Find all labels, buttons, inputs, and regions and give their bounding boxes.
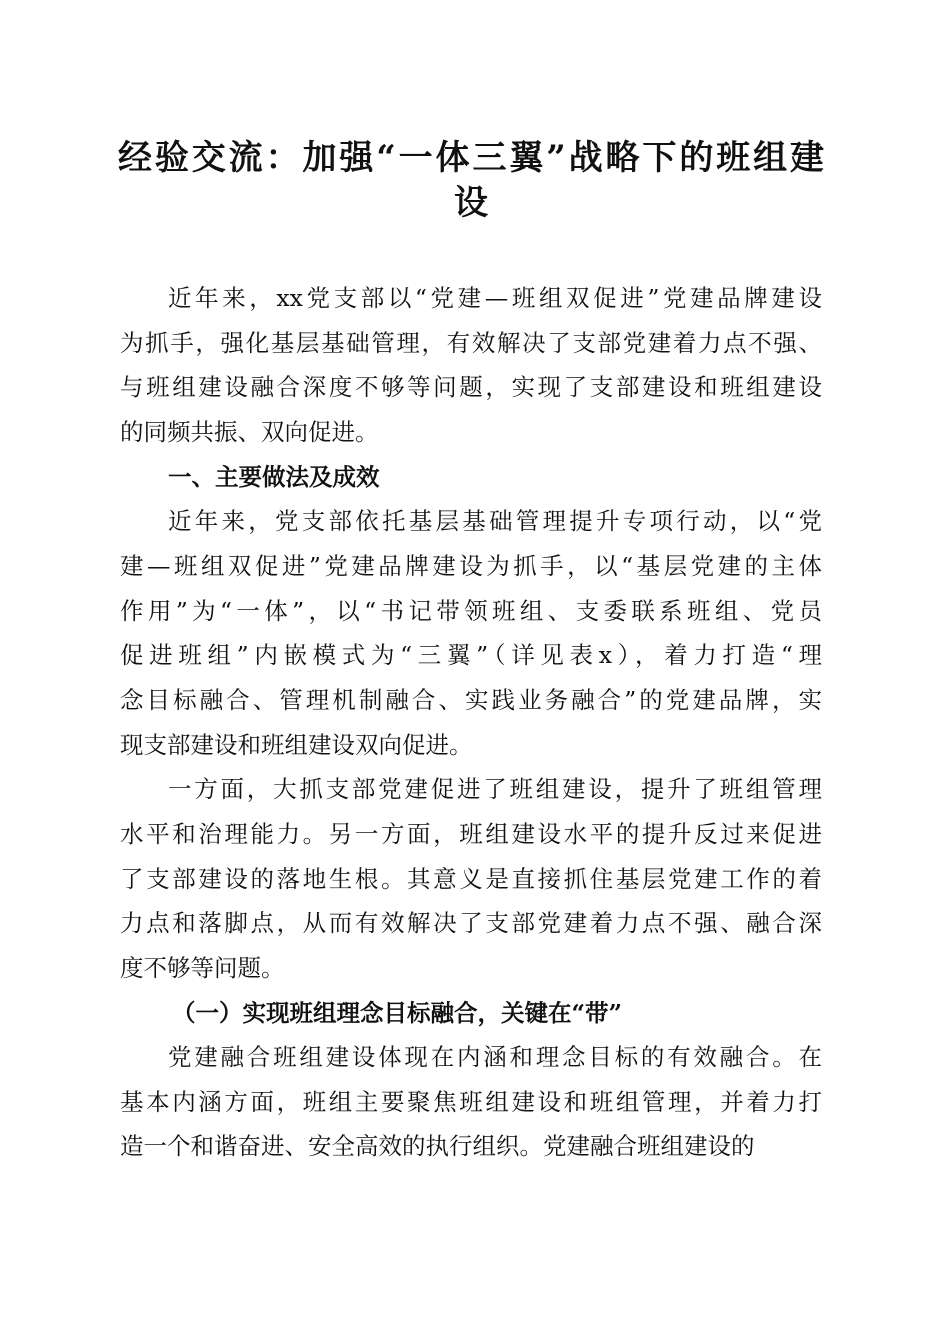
text-line: 现支部建设和班组建设双向促进。 <box>120 730 473 759</box>
text-line: （一）实现班组理念目标融合，关键在“带” <box>172 998 623 1027</box>
text-line: 一、主要做法及成效 <box>168 462 380 491</box>
document-title <box>118 136 824 226</box>
text-line: 水平和治理能力。另一方面，班组建设水平的提升反过来促进 <box>120 819 822 848</box>
text-line: 近年来，党支部依托基层基础管理提升专项行动，以“党 <box>168 507 822 536</box>
text-line: 党建融合班组建设体现在内涵和理念目标的有效融合。在 <box>168 1043 822 1072</box>
text-line: 的同频共振、双向促进。 <box>120 417 379 446</box>
document-body <box>120 276 822 1169</box>
paragraph <box>120 767 822 990</box>
text-line: 基本内涵方面，班组主要聚焦班组建设和班组管理，并着力打 <box>120 1087 822 1116</box>
text-line: 与班组建设融合深度不够等问题，实现了支部建设和班组建设 <box>120 373 822 402</box>
title-line: 经验交流：加强“一体三翼”战略下的班组建 <box>118 138 824 178</box>
text-line: 作用”为“一体”，以“书记带领班组、支委联系班组、党员 <box>120 596 822 625</box>
text-line: 近年来，xx党支部以“党建—班组双促进”党建品牌建设 <box>168 284 822 312</box>
text-line: 了支部建设的落地生根。其意义是直接抓住基层党建工作的着 <box>120 864 822 893</box>
text-line: 促进班组”内嵌模式为“三翼”（详见表x），着力打造“理 <box>120 641 822 670</box>
text-line: 为抓手，强化基层基础管理，有效解决了支部党建着力点不强、 <box>120 328 822 357</box>
paragraph <box>120 276 822 455</box>
title-line: 设 <box>454 183 488 223</box>
text-line: 一方面，大抓支部党建促进了班组建设，提升了班组管理 <box>168 775 822 804</box>
text-line: 力点和落脚点，从而有效解决了支部党建着力点不强、融合深 <box>120 909 822 938</box>
text-line: 造一个和谐奋进、安全高效的执行组织。党建融合班组建设的 <box>120 1132 755 1161</box>
text-line: 建—班组双促进”党建品牌建设为抓手，以“基层党建的主体 <box>120 551 822 580</box>
section-heading <box>120 991 822 1036</box>
paragraph <box>120 499 822 767</box>
section-heading <box>120 455 822 500</box>
text-line: 度不够等问题。 <box>120 953 285 982</box>
text-line: 念目标融合、管理机制融合、实践业务融合”的党建品牌，实 <box>120 685 822 714</box>
paragraph <box>120 1035 822 1169</box>
